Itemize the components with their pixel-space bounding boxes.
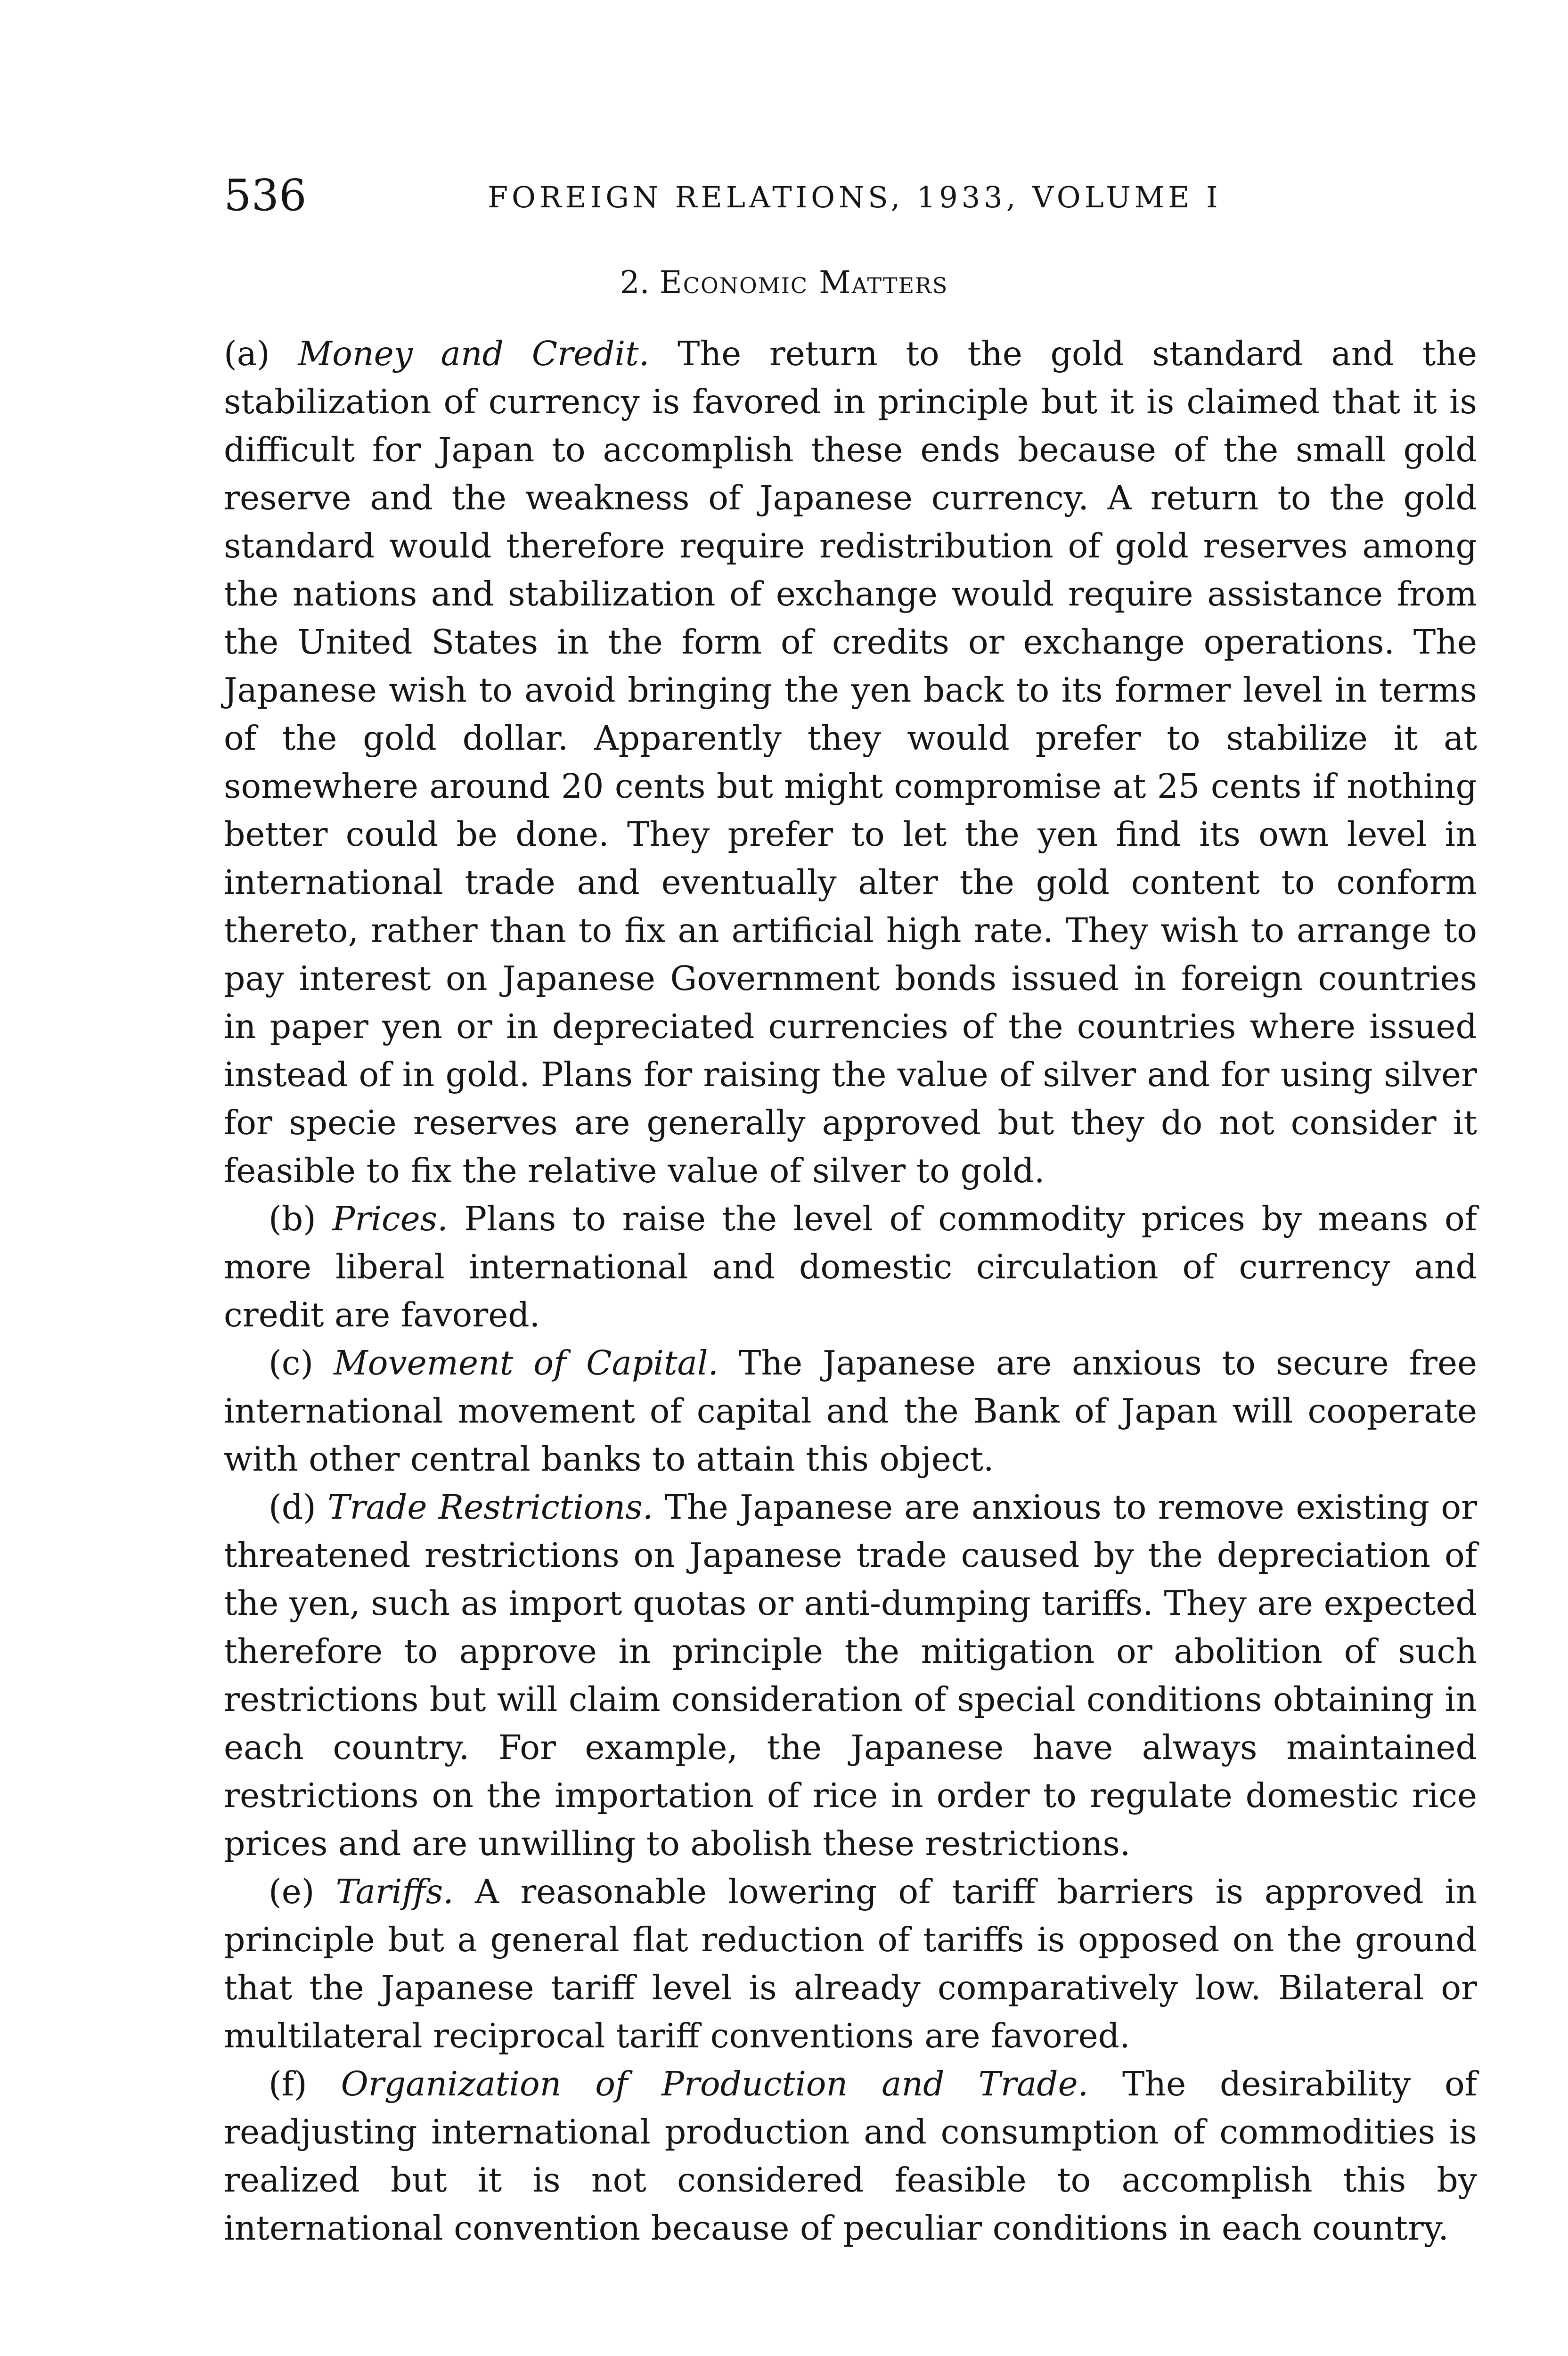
paragraph-label: (c) [269, 1343, 314, 1383]
paragraph-organization-of-production [224, 2060, 1477, 2252]
paragraph-title: Trade Restrictions. [327, 1488, 653, 1527]
paragraph-title: Tariffs. [335, 1872, 454, 1911]
paragraph-title: Prices. [332, 1199, 448, 1238]
paragraph-title: Movement of Capital. [334, 1343, 719, 1383]
paragraph-label: (e) [269, 1872, 315, 1911]
paragraph-prices [224, 1195, 1477, 1339]
paragraph-trade-restrictions [224, 1483, 1477, 1868]
running-head [224, 170, 1477, 221]
paragraph-movement-of-capital [224, 1339, 1477, 1483]
paragraph-text: A reasonable lowering of tariff barriers is approved in principle but a general flat reduction of tariffs is opposed on the ground that the Japanese tariff level is already comparatively low. Bilateral or multilateral reciprocal tariff conventions are favored. [224, 1872, 1478, 2055]
paragraph-label: (a) [224, 334, 270, 373]
publication-title: FOREIGN RELATIONS, 1933, VOLUME I [488, 180, 1222, 214]
paragraph-text: The Japanese are anxious to remove existing or threatened restrictions on Japanese trade caused by the depreciation of the yen, such as import quotas or anti-dumping tariffs. They are expected therefore to approve in principle the mitigation or abolition of such restrictions but will claim consideration of special conditions obtaining in each country. For example, the Japanese have always maintained restrictions on the importation of rice in order to regulate domestic rice prices and are unwilling to abolish these restrictions. [224, 1488, 1478, 1863]
section-title: Economic Matters [659, 264, 948, 301]
paragraph-title: Organization of Production and Trade. [341, 2064, 1089, 2103]
paragraph-label: (f) [269, 2064, 307, 2103]
paragraph-tariffs [224, 1868, 1477, 2060]
paragraph-label: (b) [269, 1199, 316, 1238]
paragraph-title: Money and Credit. [298, 334, 650, 373]
paragraph-text: The desirability of readjusting international production and consumption of commodities is realized but it is not considered feasible to accomplish this by international convention because of peculiar conditions in each country. [224, 2064, 1477, 2248]
paragraph-text: The return to the gold standard and the stabilization of currency is favored in principle but it is claimed that it is difficult for Japan to accomplish these ends because of the small gold reserve and the weakness of Japanese currency. A return to the gold standard would therefore require redistribution of gold reserves among the nations and stabilization of exchange would require assistance from the United States in the form of credits or exchange operations. The Japanese wish to avoid bringing the yen back to its former level in terms of the gold dollar. Apparently they would prefer to stabilize it at somewhere around 20 cents but might compromise at 25 cents if nothing better could be done. They prefer to let the yen find its own level in international trade and eventually alter the gold content to conform thereto, rather than to fix an artificial high rate. They wish to arrange to pay interest on Japanese Government bonds issued in foreign countries in paper yen or in depreciated currencies of the countries where issued instead of in gold. Plans for raising the value of silver and for using silver for specie reserves are generally approved but they do not consider it feasible to fix the relative value of silver to gold. [224, 334, 1477, 1190]
paragraph-money-and-credit [224, 330, 1477, 1195]
page-number: 536 [224, 170, 307, 221]
document-body [224, 330, 1477, 2252]
section-number: 2. [620, 264, 650, 301]
paragraph-text: The Japanese are anxious to secure free international movement of capital and the Bank of Japan will cooperate with other central banks to attain this object. [224, 1343, 1477, 1479]
paragraph-text: Plans to raise the level of commodity prices by means of more liberal international and domestic circulation of currency and credit are favored. [224, 1199, 1477, 1334]
section-heading [0, 262, 1568, 304]
paragraph-label: (d) [269, 1488, 316, 1527]
